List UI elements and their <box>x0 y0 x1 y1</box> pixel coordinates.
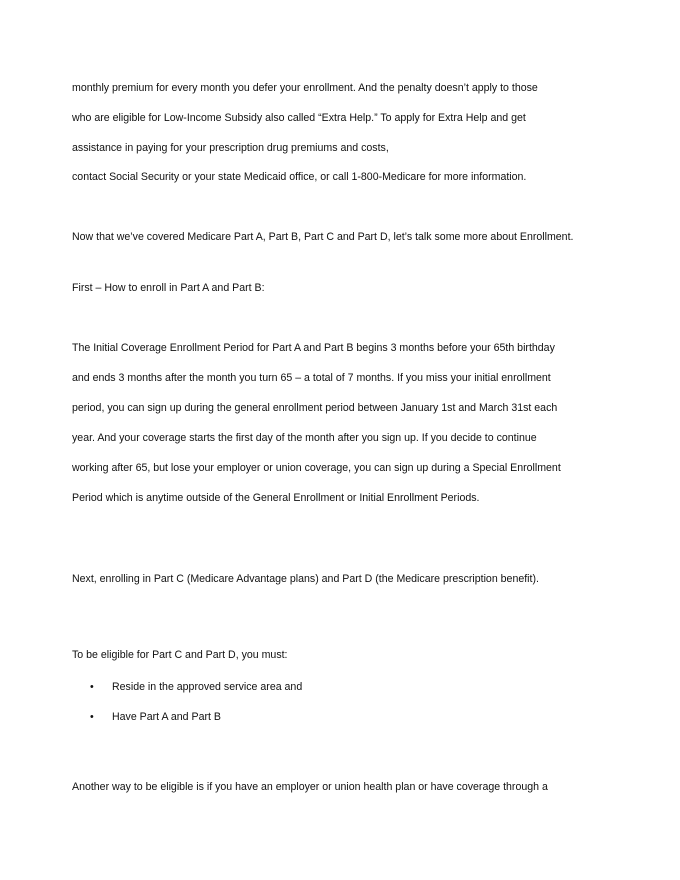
paragraph-1-line-2: who are eligible for Low-Income Subsidy also called “Extra Help.” To apply for Extra Help and get <box>72 112 526 124</box>
paragraph-1-line-1: monthly premium for every month you defer your enrollment. And the penalty doesn’t apply to those <box>72 82 538 94</box>
paragraph-4-line-2: and ends 3 months after the month you turn 65 – a total of 7 months. If you miss your initial enrollment <box>72 372 551 384</box>
paragraph-2: Now that we’ve covered Medicare Part A, Part B, Part C and Part D, let’s talk some more about Enrollment. <box>72 231 574 243</box>
paragraph-1-line-4: contact Social Security or your state Medicaid office, or call 1-800-Medicare for more information. <box>72 171 527 183</box>
paragraph-1-line-3: assistance in paying for your prescription drug premiums and costs, <box>72 142 389 154</box>
paragraph-7: Another way to be eligible is if you have an employer or union health plan or have coverage through a <box>72 781 548 793</box>
paragraph-4-line-3: period, you can sign up during the general enrollment period between January 1st and March 31st each <box>72 402 558 414</box>
paragraph-4-line-1: The Initial Coverage Enrollment Period for Part A and Part B begins 3 months before your 65th birthday <box>72 342 555 354</box>
paragraph-6: To be eligible for Part C and Part D, you must: <box>72 649 288 661</box>
paragraph-5: Next, enrolling in Part C (Medicare Advantage plans) and Part D (the Medicare prescription benefit). <box>72 573 539 585</box>
paragraph-4-line-5: working after 65, but lose your employer or union coverage, you can sign up during a Special Enrollment <box>72 462 561 474</box>
bullet-item-2 <box>90 710 221 724</box>
bullet-icon: • <box>90 711 94 723</box>
bullet-text-1: Reside in the approved service area and <box>112 681 303 693</box>
bullet-icon: • <box>90 681 94 693</box>
paragraph-4-line-6: Period which is anytime outside of the General Enrollment or Initial Enrollment Periods. <box>72 492 480 504</box>
paragraph-4-line-4: year. And your coverage starts the first day of the month after you sign up. If you decide to continue <box>72 432 537 444</box>
paragraph-3: First – How to enroll in Part A and Part B: <box>72 282 265 294</box>
bullet-item-1 <box>90 680 302 694</box>
bullet-text-2: Have Part A and Part B <box>112 711 221 723</box>
